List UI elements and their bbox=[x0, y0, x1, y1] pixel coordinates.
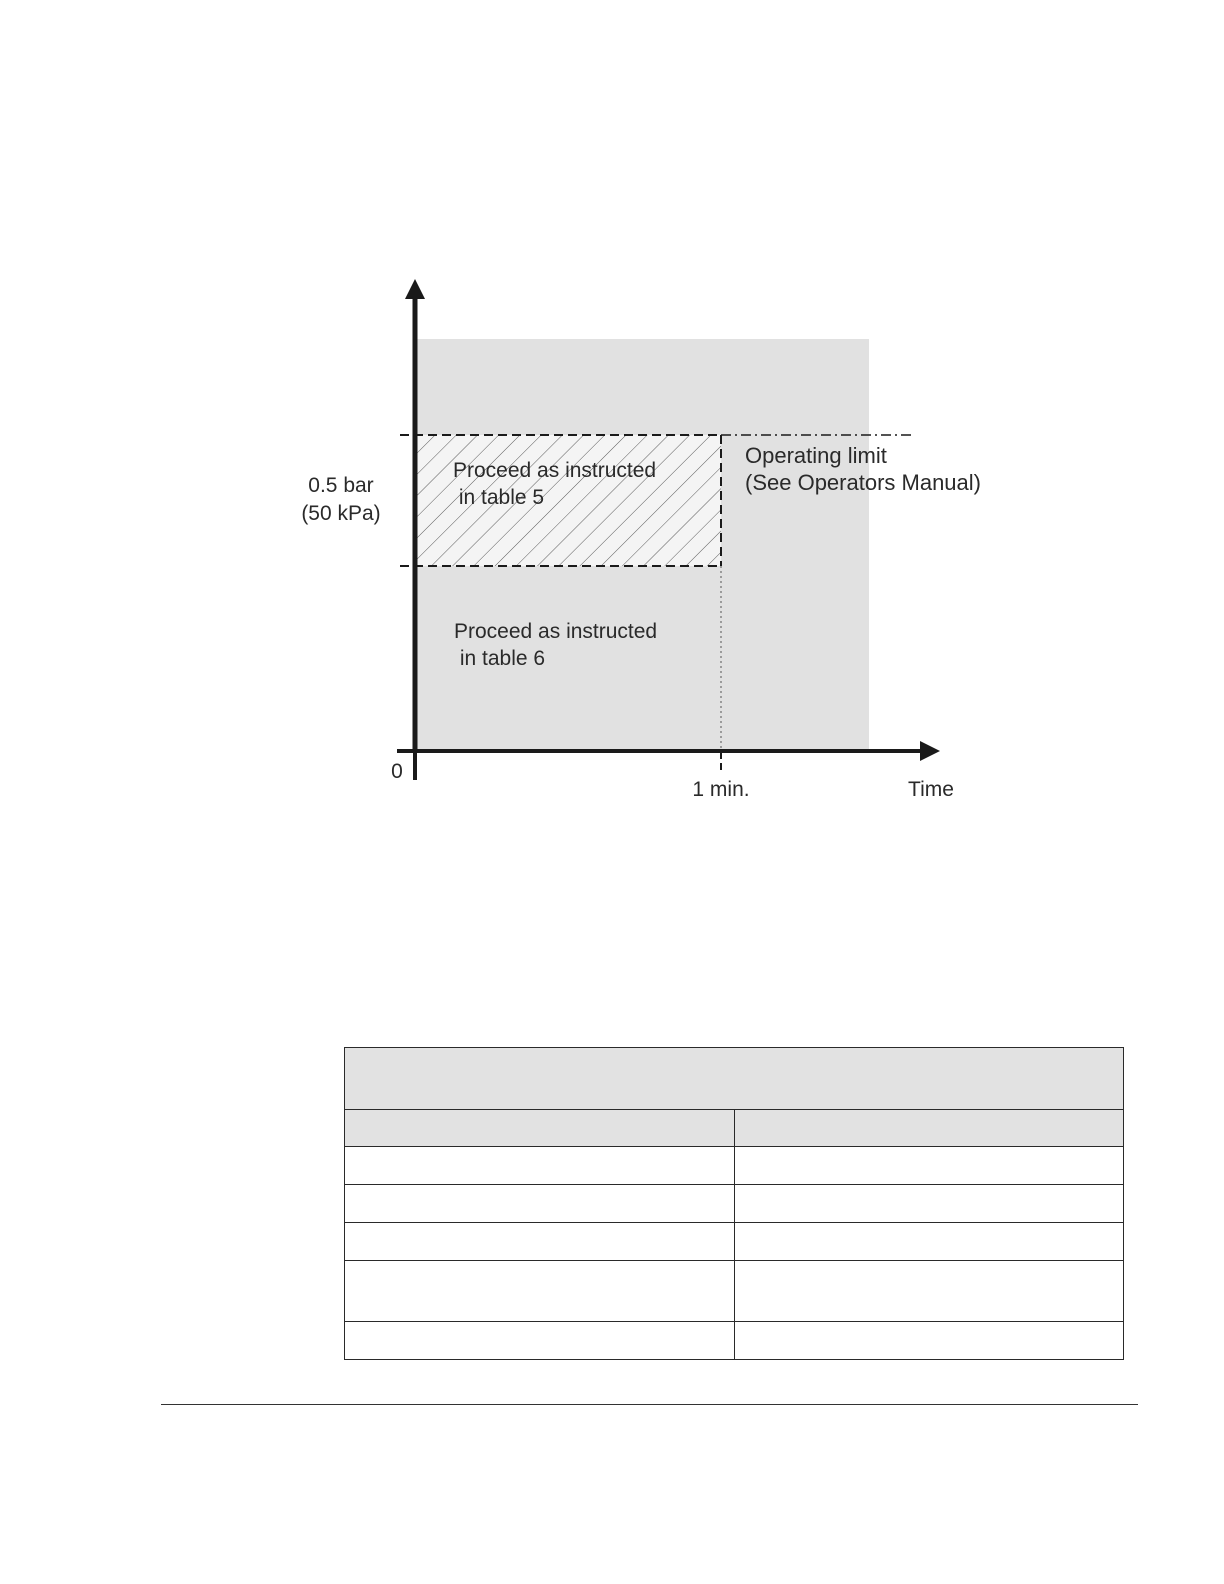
table-cell bbox=[345, 1261, 735, 1322]
table-row bbox=[345, 1261, 1124, 1322]
table-row bbox=[345, 1185, 1124, 1223]
table-row bbox=[345, 1147, 1124, 1185]
table-cell bbox=[345, 1147, 735, 1185]
table-row bbox=[345, 1322, 1124, 1360]
pressure-value-label: 0.5 bar bbox=[308, 474, 374, 497]
table-cell bbox=[734, 1261, 1124, 1322]
operating-limit-label-line1: Operating limit bbox=[745, 443, 887, 468]
table-cell bbox=[734, 1322, 1124, 1360]
operating-limit-label-line2: (See Operators Manual) bbox=[745, 470, 981, 495]
table-cell bbox=[734, 1223, 1124, 1261]
upper-zone-label-line1: Proceed as instructed bbox=[453, 459, 657, 482]
lower-zone-label-line2: in table 6 bbox=[454, 647, 546, 670]
table-cell bbox=[734, 1185, 1124, 1223]
time-axis-label: Time bbox=[908, 778, 954, 801]
x-axis-arrow-icon bbox=[920, 741, 940, 761]
pressure-value-label-kpa: (50 kPa) bbox=[301, 502, 381, 525]
table-cell bbox=[345, 1322, 735, 1360]
table-title-cell bbox=[345, 1048, 1124, 1110]
origin-label: 0 bbox=[391, 760, 403, 783]
table-header-cell bbox=[345, 1110, 735, 1147]
table-cell bbox=[734, 1147, 1124, 1185]
one-minute-tick-label: 1 min. bbox=[692, 778, 750, 801]
pressure-band-brace bbox=[392, 440, 408, 561]
lower-zone-label-line1: Proceed as instructed bbox=[454, 620, 658, 643]
table-row bbox=[345, 1223, 1124, 1261]
upper-zone-label-line2: in table 5 bbox=[453, 486, 545, 509]
table-cell bbox=[345, 1223, 735, 1261]
table-title-row bbox=[345, 1048, 1124, 1110]
table-cell bbox=[345, 1185, 735, 1223]
table-header-row bbox=[345, 1110, 1124, 1147]
footer-divider bbox=[161, 1404, 1138, 1405]
y-axis-arrow-icon bbox=[405, 279, 425, 299]
table-header-cell bbox=[734, 1110, 1124, 1147]
empty-table bbox=[344, 1047, 1124, 1360]
